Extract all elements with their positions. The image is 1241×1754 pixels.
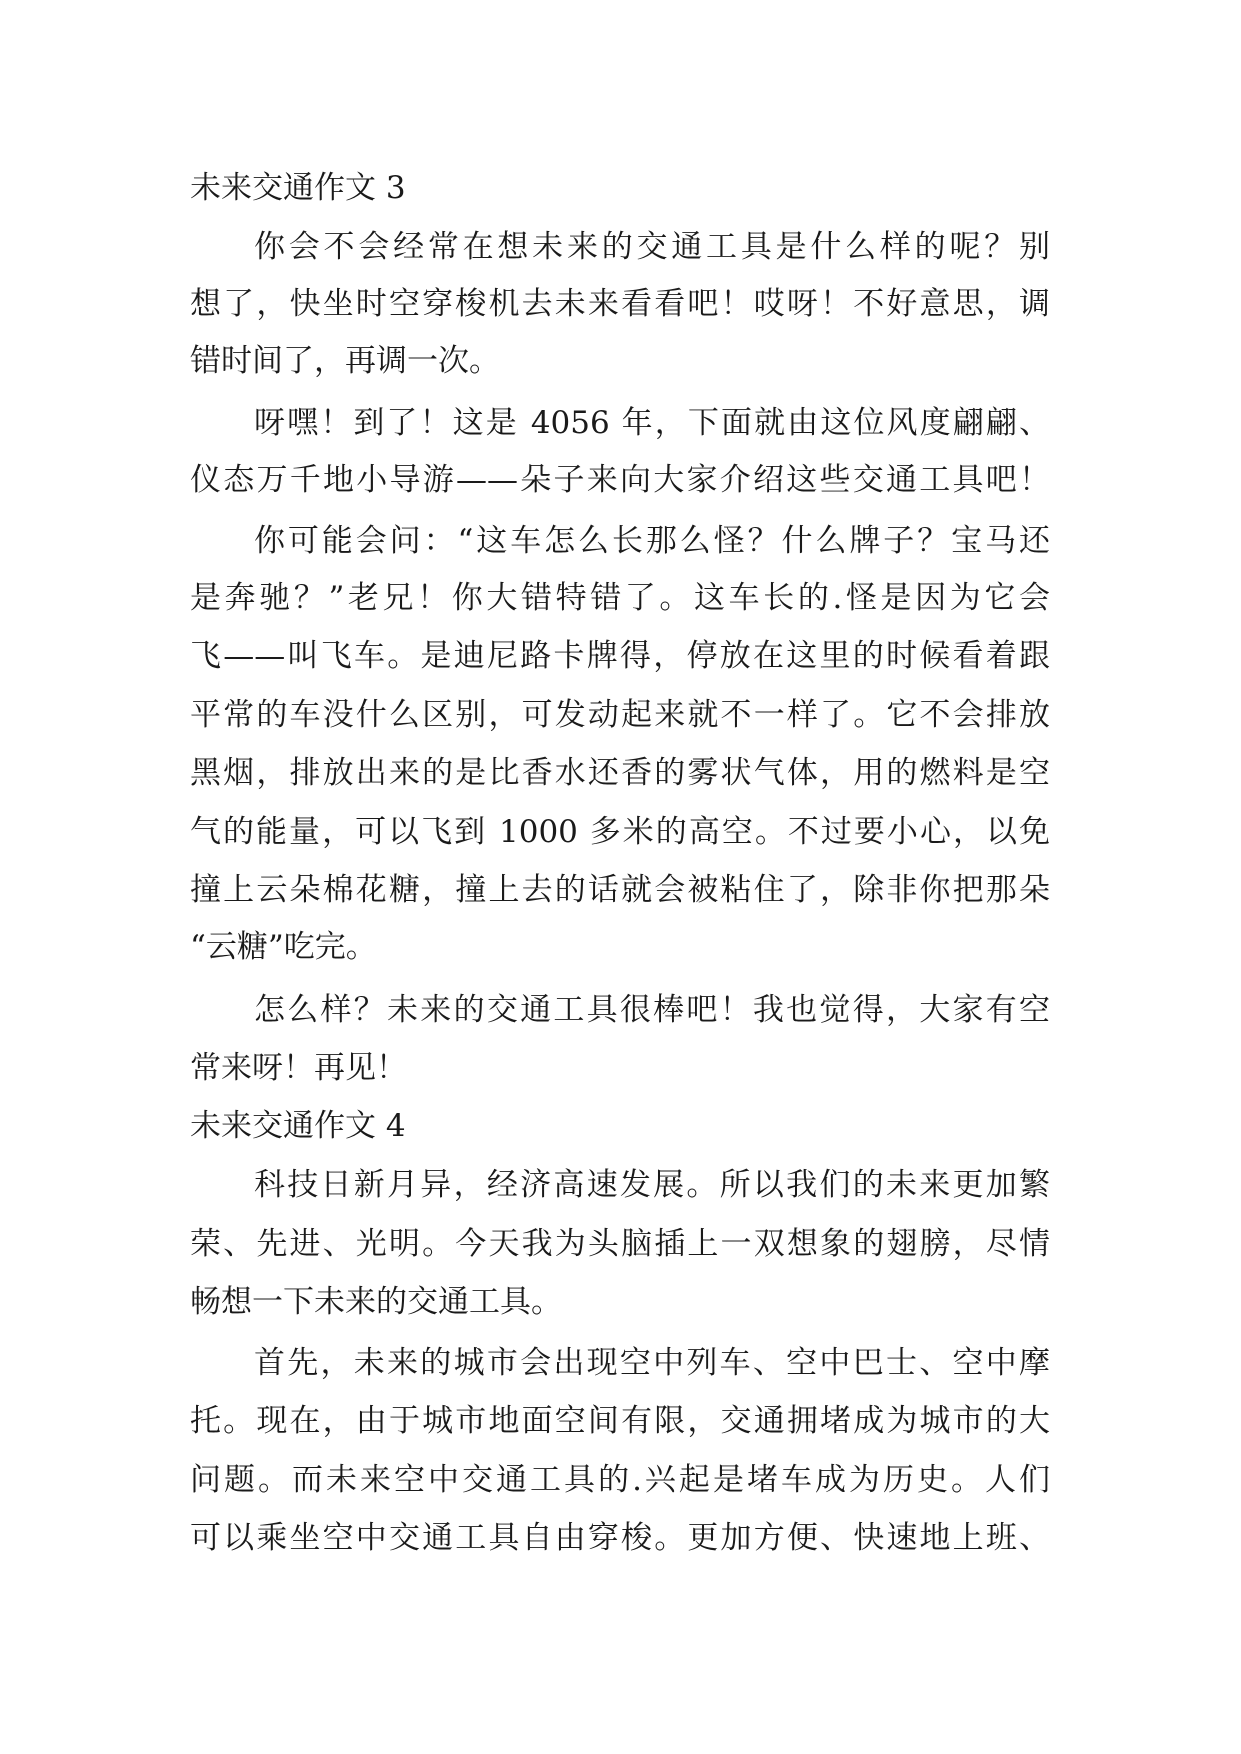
text-line: 撞上云朵棉花糖，撞上去的话就会被粘住了，除非你把那朵 bbox=[190, 872, 1050, 908]
text-line: 怎么样？未来的交通工具很棒吧！我也觉得，大家有空 bbox=[254, 992, 1050, 1028]
text-line: 荣、先进、光明。今天我为头脑插上一双想象的翅膀，尽情 bbox=[190, 1226, 1050, 1262]
text-line: 黑烟，排放出来的是比香水还香的雾状气体，用的燃料是空 bbox=[190, 755, 1050, 791]
text-line: 你会不会经常在想未来的交通工具是什么样的呢？别 bbox=[254, 229, 1050, 265]
text-line: 飞——叫飞车。是迪尼路卡牌得，停放在这里的时候看着跟 bbox=[190, 638, 1050, 674]
text-line: 气的能量，可以飞到 1000 多米的高空。不过要小心，以免 bbox=[190, 814, 1050, 850]
text-line: 首先，未来的城市会出现空中列车、空中巴士、空中摩 bbox=[254, 1345, 1050, 1381]
text-line: 你可能会问：“这车怎么长那么怪？什么牌子？宝马还 bbox=[254, 523, 1050, 559]
text-line: 托。现在，由于城市地面空间有限，交通拥堵成为城市的大 bbox=[190, 1403, 1050, 1439]
text-line: 想了，快坐时空穿梭机去未来看看吧！哎呀！不好意思，调 bbox=[190, 286, 1050, 322]
text-line: 畅想一下未来的交通工具。 bbox=[190, 1284, 562, 1320]
text-line: 呀嘿！到了！这是 4056 年，下面就由这位风度翩翩、 bbox=[254, 405, 1050, 441]
text-line: 科技日新月异，经济高速发展。所以我们的未来更加繁 bbox=[254, 1167, 1050, 1203]
text-line: “云糖”吃完。 bbox=[190, 929, 377, 965]
section-heading-3: 未来交通作文 3 bbox=[190, 170, 406, 206]
text-line: 平常的车没什么区别，可发动起来就不一样了。它不会排放 bbox=[190, 697, 1050, 733]
text-line: 是奔驰？”老兄！你大错特错了。这车长的.怪是因为它会 bbox=[190, 580, 1050, 616]
text-line: 仪态万千地小导游——朵子来向大家介绍这些交通工具吧！ bbox=[190, 462, 1050, 498]
text-line: 常来呀！再见！ bbox=[190, 1050, 407, 1086]
text-line: 问题。而未来空中交通工具的.兴起是堵车成为历史。人们 bbox=[190, 1462, 1050, 1498]
text-line: 错时间了，再调一次。 bbox=[190, 343, 500, 379]
section-heading-4: 未来交通作文 4 bbox=[190, 1108, 406, 1144]
text-line: 可以乘坐空中交通工具自由穿梭。更加方便、快速地上班、 bbox=[190, 1520, 1050, 1556]
